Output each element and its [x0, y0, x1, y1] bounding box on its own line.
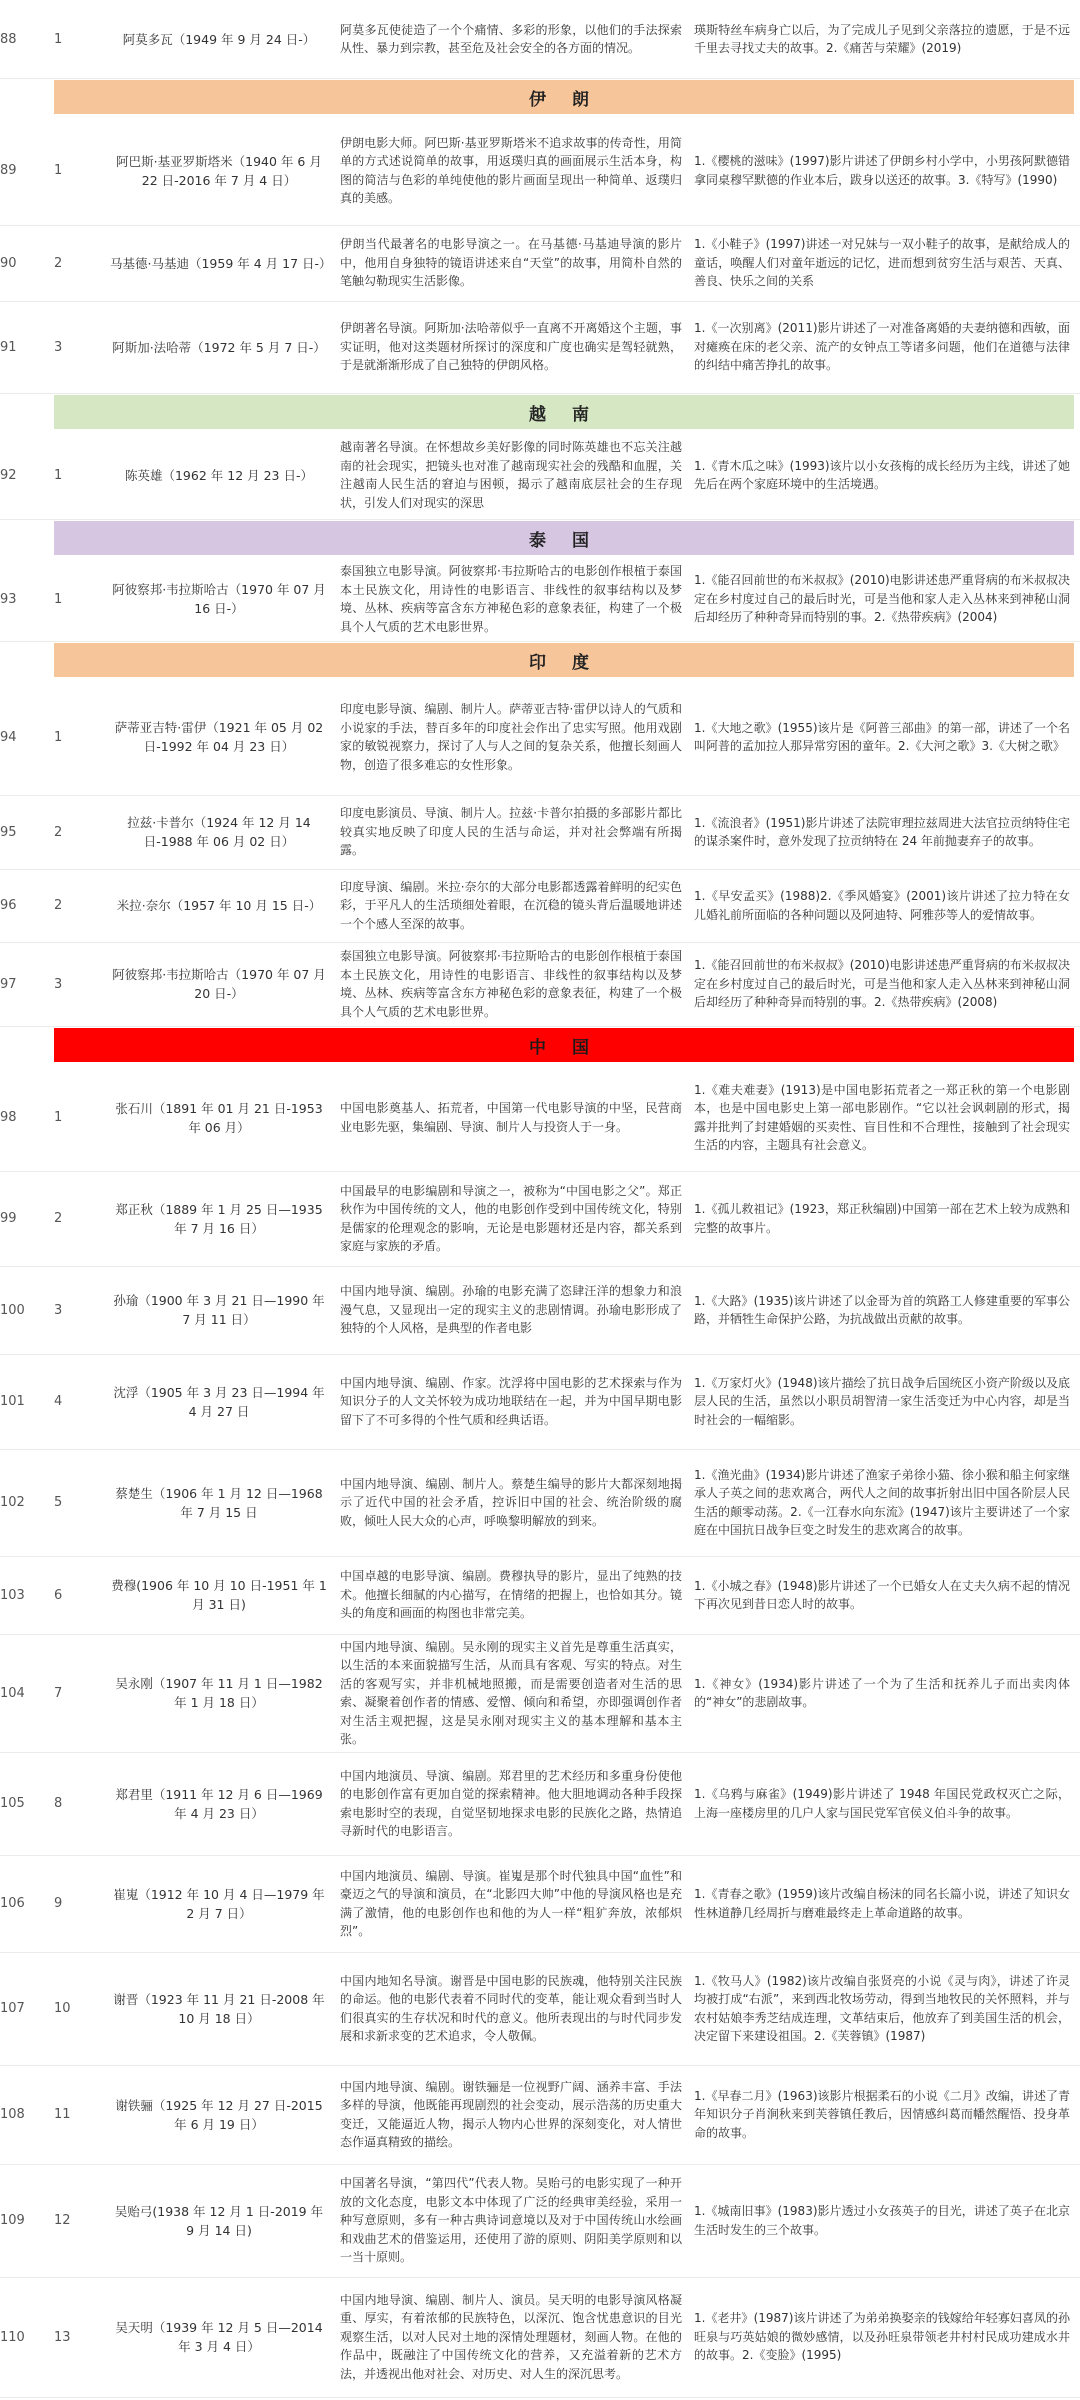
director-description: 中国最早的电影编剧和导演之一，被称为“中国电影之父”。郑正秋作为中国传统的文人，他的电影创作受到中国传统文化，特别是儒家的伦理观念的影响，无论是电影题材还是内容，都关系到家庭与家族的矛盾。: [340, 1183, 682, 1253]
table-row: [0, 679, 1080, 796]
director-name: 吴天明（1939 年 12 月 5 日—2014 年 3 月 4 日）: [115, 2320, 323, 2354]
director-name-cell: [100, 942, 338, 1026]
director-name: 阿彼察邦·韦拉斯哈古（1970 年 07 月 20 日-）: [112, 967, 326, 1001]
director-name-cell: [100, 2164, 338, 2277]
director-description-cell: [338, 1855, 690, 1952]
representative-works: 1.《神女》(1934)影片讲述了一个为了生活和抚养儿子而出卖肉体的“神女”的悲剧故事。: [694, 1676, 1070, 1709]
representative-works: 1.《青春之歌》(1959)该片改编自杨沫的同名长篇小说，讲述了知识女性林道静几经周折与磨难最终走上革命道路的故事。: [694, 1887, 1070, 1920]
section-header-thailand: 泰 国: [54, 521, 1074, 555]
director-description-cell: [338, 2277, 690, 2397]
director-name-cell: [100, 1266, 338, 1354]
director-description-cell: [338, 557, 690, 641]
director-name-cell: [100, 1752, 338, 1855]
row-index-cell: [0, 431, 54, 519]
director-name-cell: [100, 431, 338, 519]
row-number-cell: [54, 2277, 100, 2397]
table-row: [0, 869, 1080, 943]
representative-works: 1.《小鞋子》(1997)讲述一对兄妹与一双小鞋子的故事，是献给成人的童话，唤醒人们对童年逝远的记忆，进而想到贫穷生活与艰苦、天真、善良、快乐之间的关系: [694, 237, 1070, 289]
row-number: 1: [54, 591, 63, 607]
row-number-cell: [54, 942, 100, 1026]
row-number: 2: [54, 898, 63, 913]
director-description-cell: [338, 869, 690, 942]
director-description: 中国著名导演，“第四代”代表人物。吴贻弓的电影实现了一种开放的文化态度，电影文本中体现了广泛的经典审美经验，采用一种写意原则，多有一种古典诗词意境以及对于中国传统山水绘画和戏曲艺术的借鉴运用，还使用了游的原则、阴阳美学原则和以一当十原则。: [340, 2176, 682, 2265]
director-description: 中国内地导演、编剧、制片人、演员。吴天明的电影导演风格凝重、厚实，有着浓郁的民族特色，以深沉、饱含忧患意识的目光观察生活，以对人民对土地的深情处理题材，刻画人物。在他的作品中，既融注了中国传统文化的营养，又充溢着新的艺术方法，并透视出他对社会、对历史、对人生的深沉思考。: [340, 2292, 682, 2381]
director-description-cell: [338, 1752, 690, 1855]
table-row: [0, 2277, 1080, 2398]
director-description: 中国卓越的电影导演、编剧。费穆执导的影片，显出了纯熟的技术。他擅长细腻的内心描写，在情绪的把握上，也恰如其分。镜头的角度和画面的构图也非常完美。: [340, 1569, 682, 1621]
representative-works-cell: [690, 557, 1074, 641]
director-name: 阿彼察邦·韦拉斯哈古（1970 年 07 月 16 日-）: [112, 582, 326, 616]
representative-works-cell: [690, 2065, 1074, 2164]
table-row: [0, 2065, 1080, 2165]
representative-works-cell: [690, 795, 1074, 869]
representative-works: 1.《老井》(1987)该片讲述了为弟弟换娶亲的钱嫁给年轻寡妇喜凤的孙旺泉与巧英姑娘的微妙感情，以及孙旺泉带领老井村村民成功建成水井的故事。2.《变脸》(1995): [694, 2311, 1070, 2363]
representative-works: 1.《乌鸦与麻雀》(1949)影片讲述了 1948 年国民党政权灭亡之际，上海一座楼房里的几户人家与国民党军官侯义伯斗争的故事。: [694, 1787, 1070, 1820]
director-description-cell: [338, 225, 690, 301]
row-index: 98: [0, 1110, 17, 1125]
director-description-cell: [338, 2164, 690, 2277]
table-row: [0, 2164, 1080, 2278]
representative-works-cell: [690, 301, 1074, 393]
row-index: 88: [0, 31, 17, 47]
row-index-cell: [0, 1064, 54, 1171]
row-index-cell: [0, 1266, 54, 1354]
row-index-cell: [0, 1952, 54, 2065]
director-description-cell: [338, 1354, 690, 1449]
row-number: 1: [54, 31, 63, 47]
director-description-cell: [338, 1952, 690, 2065]
row-index-cell: [0, 1855, 54, 1952]
row-number: 10: [54, 2001, 71, 2016]
representative-works: 1.《青木瓜之味》(1993)该片以小女孩梅的成长经历为主线，讲述了她先后在两个家庭环境中的生活境遇。: [694, 458, 1070, 491]
row-number-cell: [54, 431, 100, 519]
row-index: 110: [0, 2329, 25, 2345]
director-name: 费穆(1906 年 10 月 10 日-1951 年 1 月 31 日): [111, 1578, 327, 1612]
director-description: 伊朗著名导演。阿斯加·法哈蒂似乎一直离不开离婚这个主题，事实证明，他对这类题材所探讨的深度和广度也确实是驾轻就熟，于是就渐渐形成了自己独特的伊朗风格。: [340, 321, 682, 373]
director-description-cell: [338, 679, 690, 795]
director-name-cell: [100, 795, 338, 869]
representative-works-cell: [690, 1171, 1074, 1266]
row-index-cell: [0, 557, 54, 641]
director-description-cell: [338, 2065, 690, 2164]
row-number: 2: [54, 1211, 63, 1226]
director-name: 拉兹·卡普尔（1924 年 12 月 14 日-1988 年 06 月 02 日）: [127, 815, 311, 849]
director-description: 中国内地演员、导演、编剧。郑君里的艺术经历和多重身份使他的电影创作富有更加自觉的探索精神。他大胆地调动各种手段探索电影时空的表现，自觉坚韧地探求电影的民族化之路，热情追寻新时代的电影语言。: [340, 1768, 682, 1838]
director-name: 马基德·马基迪（1959 年 4 月 17 日-）: [110, 255, 332, 271]
row-index-cell: [0, 0, 54, 78]
section-header-china: 中 国: [54, 1028, 1074, 1062]
director-description: 中国内地导演、编剧、制片人。蔡楚生编导的影片大都深刻地揭示了近代中国的社会矛盾，控诉旧中国的社会、统治阶级的腐败，倾吐人民大众的心声，呼唤黎明解放的到来。: [340, 1476, 682, 1528]
director-name-cell: [100, 1449, 338, 1556]
row-number-cell: [54, 225, 100, 301]
director-description-cell: [338, 1171, 690, 1266]
table-row: [0, 0, 1080, 79]
row-number: 3: [54, 1302, 63, 1318]
representative-works: 瑛斯特丝车病身亡以后，为了完成儿子见到父亲落拉的遗愿，于是不远千里去寻找丈夫的故事。2.《痛苦与荣耀》(2019): [694, 22, 1070, 55]
row-number-cell: [54, 1449, 100, 1556]
row-number-cell: [54, 116, 100, 225]
row-index: 105: [0, 1796, 25, 1811]
table-row: [0, 1752, 1080, 1856]
row-number-cell: [54, 1266, 100, 1354]
row-index: 106: [0, 1896, 25, 1911]
row-number-cell: [54, 1855, 100, 1952]
section-header-india: 印 度: [54, 643, 1074, 677]
director-description: 中国内地导演、编剧、作家。沈浮将中国电影的艺术探索与作为知识分子的人文关怀较为成功地联结在一起，并为中国早期电影留下了不可多得的个性气质和经典话语。: [340, 1375, 682, 1427]
director-description-cell: [338, 1266, 690, 1354]
director-name: 崔嵬（1912 年 10 月 4 日—1979 年 2 月 7 日）: [113, 1886, 325, 1921]
representative-works: 1.《小城之春》(1948)影片讲述了一个已婚女人在丈夫久病不起的情况下再次见到昔日恋人时的故事。: [694, 1578, 1070, 1611]
table-row: [0, 1556, 1080, 1635]
director-name-cell: [100, 869, 338, 942]
representative-works-cell: [690, 1556, 1074, 1634]
director-description: 印度电影演员、导演、制片人。拉兹·卡普尔拍摄的多部影片都比较真实地反映了印度人民的生活与命运，并对社会弊端有所揭露。: [340, 806, 682, 858]
representative-works-cell: [690, 1354, 1074, 1449]
row-index: 92: [0, 467, 17, 483]
director-name-cell: [100, 1171, 338, 1266]
row-index-cell: [0, 1556, 54, 1634]
director-description-cell: [338, 1634, 690, 1752]
director-description: 中国内地演员、编剧、导演。崔嵬是那个时代独具中国“血性”和豪迈之气的导演和演员，在“北影四大帅”中他的导演风格也是充满了激情，他的电影创作也和他的为人一样“粗犷奔放，浓郁炽烈”。: [340, 1868, 682, 1938]
table-row: [0, 1634, 1080, 1753]
director-name-cell: [100, 2277, 338, 2397]
table-row: [0, 795, 1080, 870]
row-index: 109: [0, 2213, 25, 2228]
director-name-cell: [100, 0, 338, 78]
row-number-cell: [54, 0, 100, 78]
row-number: 2: [54, 824, 63, 840]
row-index: 94: [0, 729, 17, 745]
representative-works-cell: [690, 1449, 1074, 1556]
row-index-cell: [0, 942, 54, 1026]
table-row: [0, 1354, 1080, 1450]
director-name: 阿斯加·法哈蒂（1972 年 5 月 7 日-）: [112, 339, 326, 355]
row-index: 97: [0, 976, 17, 992]
director-description-cell: [338, 795, 690, 869]
row-number: 2: [54, 255, 63, 271]
row-number-cell: [54, 1752, 100, 1855]
representative-works: 1.《难夫难妻》(1913)是中国电影拓荒者之一郑正秋的第一个电影剧本，也是中国电影史上第一部电影剧作。“它以社会讽刺剧的形式，揭露并批判了封建婚姻的买卖性、盲目性和不合理性，接触到了社会现实生活的内容，主题具有社会意义。: [694, 1082, 1070, 1152]
table-row: [0, 1952, 1080, 2066]
representative-works: 1.《大路》(1935)该片讲述了以金哥为首的筑路工人修建重要的军事公路，并牺牲生命保护公路，为抗战做出贡献的故事。: [694, 1293, 1070, 1326]
row-index: 95: [0, 824, 17, 840]
row-number-cell: [54, 557, 100, 641]
director-name-cell: [100, 1064, 338, 1171]
row-number: 1: [54, 163, 63, 178]
representative-works-cell: [690, 1266, 1074, 1354]
row-number: 8: [54, 1796, 63, 1811]
director-name: 萨蒂亚吉特·雷伊（1921 年 05 月 02 日-1992 年 04 月 23 日）: [114, 720, 324, 754]
representative-works: 1.《一次别离》(2011)影片讲述了一对准备离婚的夫妻纳德和西敏，面对瘫痪在床的老父亲、流产的女钟点工等诸多问题，他们在道德与法律的纠结中痛苦挣扎的故事。: [694, 321, 1070, 373]
director-name-cell: [100, 1952, 338, 2065]
representative-works-cell: [690, 869, 1074, 942]
representative-works-cell: [690, 431, 1074, 519]
row-index-cell: [0, 1171, 54, 1266]
table-row: [0, 1064, 1080, 1172]
director-description: 中国内地知名导演。谢晋是中国电影的民族魂，他特别关注民族的命运。他的电影代表着不同时代的变革，能让观众看到当时人们很真实的生存状况和时代的意义。他所表现出的与时代同步发展和求新求变的艺术追求，令人敬佩。: [340, 1973, 682, 2043]
director-description-cell: [338, 1556, 690, 1634]
representative-works: 1.《孤儿救祖记》(1923，郑正秋编剧)中国第一部在艺术上较为成熟和完整的故事片。: [694, 1202, 1070, 1235]
director-name: 郑正秋（1889 年 1 月 25 日—1935 年 7 月 16 日）: [115, 1201, 323, 1236]
representative-works: 1.《流浪者》(1951)影片讲述了法院审理拉兹周进大法官拉贡纳特住宅的谋杀案件时，意外发现了拉贡纳特在 24 年前抛妻弃子的故事。: [694, 815, 1070, 848]
director-name: 吴贻弓(1938 年 12 月 1 日-2019 年 9 月 14 日): [114, 2203, 324, 2238]
row-number-cell: [54, 1556, 100, 1634]
representative-works-cell: [690, 0, 1074, 78]
table-row: [0, 557, 1080, 642]
director-description-cell: [338, 301, 690, 393]
director-name: 谢晋（1923 年 11 月 21 日-2008 年 10 月 18 日）: [113, 1991, 325, 2026]
director-description: 中国内地导演、编剧。吴永刚的现实主义首先是尊重生活真实，以生活的本来面貌描写生活，从而具有客观、写实的特点。对生活的客观写实，并非机械地照搬，而是需要创造者对生活的思索、凝聚着创作者的情感、爱憎、倾向和希望，亦即强调创作者对生活主观把握，这是吴永刚对现实主义的基本理解和基本主张。: [340, 1639, 682, 1746]
row-number: 1: [54, 729, 63, 745]
director-description: 中国电影奠基人、拓荒者，中国第一代电影导演的中坚，民营商业电影先驱，集编剧、导演、制片人与投资人于一身。: [340, 1101, 682, 1134]
director-name-cell: [100, 1556, 338, 1634]
row-number-cell: [54, 869, 100, 942]
row-index-cell: [0, 2277, 54, 2397]
representative-works: 1.《牧马人》(1982)该片改编自张贤亮的小说《灵与肉》，讲述了许灵均被打成“右派”，来到西北牧场劳动，得到当地牧民的关怀照料，并与农村姑娘李秀芝结成连理，文革结束后，他放弃了到美国生活的机会，决定留下来建设祖国。2.《芙蓉镇》(1987): [694, 1973, 1070, 2043]
representative-works: 1.《早安孟买》(1988)2.《季风婚宴》(2001)该片讲述了拉力特在女儿婚礼前所面临的各种问题以及阿迪特、阿雅莎等人的爱情故事。: [694, 889, 1070, 922]
row-number-cell: [54, 2164, 100, 2277]
row-index-cell: [0, 1752, 54, 1855]
representative-works: 1.《早春二月》(1963)该影片根据柔石的小说《二月》改编，讲述了青年知识分子肖涧秋来到芙蓉镇任教后，因情感纠葛而幡然醒悟、投身革命的故事。: [694, 2088, 1070, 2140]
representative-works-cell: [690, 1855, 1074, 1952]
representative-works: 1.《城南旧事》(1983)影片透过小女孩英子的目光，讲述了英子在北京生活时发生的三个故事。: [694, 2204, 1070, 2237]
director-name: 阿巴斯·基亚罗斯塔米（1940 年 6 月 22 日-2016 年 7 月 4 日）: [116, 153, 322, 188]
representative-works: 1.《万家灯火》(1948)该片描绘了抗日战争后国统区小资产阶级以及底层人民的生活，虽然以小职员胡智清一家生活变迁为中心内容，却是当时社会的一幅缩影。: [694, 1375, 1070, 1427]
director-description-cell: [338, 116, 690, 225]
representative-works-cell: [690, 1064, 1074, 1171]
row-number: 7: [54, 1685, 63, 1701]
director-description-cell: [338, 0, 690, 78]
director-name: 沈浮（1905 年 3 月 23 日—1994 年 4 月 27 日: [113, 1384, 325, 1419]
director-description: 越南著名导演。在怀想故乡美好影像的同时陈英雄也不忘关注越南的社会现实，把镜头也对准了越南现实社会的残酷和血腥，关注越南人民生活的窘迫与困顿，揭示了越南底层社会的生存现状，引发人们对现实的深思: [340, 440, 682, 510]
representative-works-cell: [690, 225, 1074, 301]
row-index-cell: [0, 795, 54, 869]
row-number: 3: [54, 339, 63, 355]
row-index: 108: [0, 2107, 25, 2122]
representative-works-cell: [690, 1752, 1074, 1855]
row-index: 90: [0, 255, 17, 271]
director-name-cell: [100, 2065, 338, 2164]
director-description: 印度电影导演、编剧、制片人。萨蒂亚吉特·雷伊以诗人的气质和小说家的手法，替百多年的印度社会作出了忠实写照。他用戏剧家的敏锐视察力，探讨了人与人之间的复杂关系，他擅长刻画人物，创造了很多难忘的女性形象。: [340, 702, 682, 772]
row-number-cell: [54, 795, 100, 869]
row-number: 1: [54, 1110, 63, 1125]
director-name: 谢铁骊（1925 年 12 月 27 日-2015 年 6 月 19 日）: [115, 2097, 323, 2132]
row-index: 100: [0, 1302, 25, 1318]
director-description-cell: [338, 942, 690, 1026]
director-name-cell: [100, 1634, 338, 1752]
row-number-cell: [54, 301, 100, 393]
row-index: 91: [0, 339, 17, 355]
row-index-cell: [0, 116, 54, 225]
row-number-cell: [54, 1171, 100, 1266]
row-index-cell: [0, 2065, 54, 2164]
director-name: 陈英雄（1962 年 12 月 23 日-）: [124, 467, 313, 483]
row-number: 6: [54, 1587, 63, 1603]
director-description-cell: [338, 1449, 690, 1556]
row-index-cell: [0, 301, 54, 393]
table-row: [0, 1449, 1080, 1557]
row-number-cell: [54, 1952, 100, 2065]
representative-works-cell: [690, 679, 1074, 795]
row-index: 99: [0, 1211, 17, 1226]
director-name-cell: [100, 225, 338, 301]
director-description-cell: [338, 431, 690, 519]
table-row: [0, 225, 1080, 302]
row-index-cell: [0, 1354, 54, 1449]
director-name: 郑君里（1911 年 12 月 6 日—1969 年 4 月 23 日）: [115, 1786, 323, 1821]
representative-works: 1.《能召回前世的布米叔叔》(2010)电影讲述患严重肾病的布米叔叔决定在乡村度过自己的最后时光，可是当他和家人走入丛林来到神秘山洞后却经历了种种奇异而特别的事。2.《热带疾病》(2008): [694, 958, 1070, 1010]
row-number-cell: [54, 1354, 100, 1449]
row-index-cell: [0, 2164, 54, 2277]
director-name-cell: [100, 1354, 338, 1449]
director-description: 中国内地导演、编剧。孙瑜的电影充满了恣肆汪洋的想象力和浪漫气息，又显现出一定的现实主义的悲剧情调。孙瑜电影形成了独特的个人风格，是典型的作者电影: [340, 1284, 682, 1336]
table-row: [0, 1171, 1080, 1267]
director-description: 伊朗当代最著名的电影导演之一。在马基德·马基迪导演的影片中，他用自身独特的镜语讲述来自“天堂”的故事，用简朴自然的笔触勾勒现实生活影像。: [340, 237, 682, 289]
representative-works-cell: [690, 1634, 1074, 1752]
section-header-iran: 伊 朗: [54, 80, 1074, 114]
row-index: 103: [0, 1587, 25, 1603]
table-row: [0, 1266, 1080, 1355]
table-row: [0, 301, 1080, 394]
row-index: 89: [0, 163, 17, 178]
representative-works-cell: [690, 2164, 1074, 2277]
table-row: [0, 1855, 1080, 1953]
representative-works: 1.《樱桃的滋味》(1997)影片讲述了伊朗乡村小学中，小男孩阿默德错拿同桌穆罕默德的作业本后，跋身以送还的故事。3.《特写》(1990): [694, 154, 1070, 187]
row-index-cell: [0, 679, 54, 795]
row-number: 13: [54, 2329, 71, 2345]
row-index: 93: [0, 591, 17, 607]
row-number: 4: [54, 1394, 63, 1409]
row-number: 3: [54, 976, 63, 992]
representative-works-cell: [690, 942, 1074, 1026]
representative-works: 1.《能召回前世的布米叔叔》(2010)电影讲述患严重肾病的布米叔叔决定在乡村度过自己的最后时光，可是当他和家人走入丛林来到神秘山洞后却经历了种种奇异而特别的事。2.《热带疾病》(2004): [694, 573, 1070, 625]
row-number: 11: [54, 2107, 71, 2122]
table-row: [0, 116, 1080, 226]
table-row: [0, 942, 1080, 1027]
row-index: 104: [0, 1685, 25, 1701]
representative-works: 1.《渔光曲》(1934)影片讲述了渔家子弟徐小猫、徐小猴和船主何家继承人子英之间的悲欢离合，两代人之间的故事折射出旧中国各阶层人民生活的颠零动荡。2.《一江春水向东流》(1947)该片主要讲述了一个家庭在中国抗日战争巨变之时发生的悲欢离合的故事。: [694, 1467, 1070, 1537]
director-description: 中国内地导演、编剧。谢铁骊是一位视野广阔、涵养丰富、手法多样的导演，他既能再现剧烈的社会变动，展示浩荡的历史重大变迁，又能逼近人物，揭示人物内心世界的深刻变化，对人情世态作逼真精致的描绘。: [340, 2079, 682, 2149]
row-index: 102: [0, 1495, 25, 1510]
row-number: 12: [54, 2213, 71, 2228]
director-name-cell: [100, 557, 338, 641]
row-index-cell: [0, 1449, 54, 1556]
director-name: 孙瑜（1900 年 3 月 21 日—1990 年 7 月 11 日）: [113, 1293, 325, 1327]
row-index: 101: [0, 1394, 25, 1409]
row-number-cell: [54, 2065, 100, 2164]
row-number-cell: [54, 1064, 100, 1171]
director-description: 泰国独立电影导演。阿彼察邦·韦拉斯哈古的电影创作根植于泰国本土民族文化，用诗性的电影语言、非线性的叙事结构以及梦境、丛林、疾病等富含东方神秘色彩的意象表征，构建了一个极具个人气质的艺术电影世界。: [340, 564, 682, 634]
representative-works-cell: [690, 1952, 1074, 2065]
director-name-cell: [100, 301, 338, 393]
director-name: 米拉·奈尔（1957 年 10 月 15 日-）: [116, 898, 322, 913]
director-name: 吴永刚（1907 年 11 月 1 日—1982 年 1 月 18 日）: [115, 1676, 323, 1710]
director-name: 蔡楚生（1906 年 1 月 12 日—1968 年 7 月 15 日: [115, 1485, 323, 1520]
row-number: 9: [54, 1896, 63, 1911]
row-index: 107: [0, 2001, 25, 2016]
table-row: [0, 431, 1080, 520]
representative-works-cell: [690, 116, 1074, 225]
row-index-cell: [0, 225, 54, 301]
representative-works: 1.《大地之歌》(1955)该片是《阿普三部曲》的第一部，讲述了一个名叫阿普的孟加拉人那异常穷困的童年。2.《大河之歌》3.《大树之歌》: [694, 720, 1070, 753]
representative-works-cell: [690, 2277, 1074, 2397]
row-index: 96: [0, 898, 17, 913]
row-index-cell: [0, 869, 54, 942]
row-index-cell: [0, 1634, 54, 1752]
director-name-cell: [100, 1855, 338, 1952]
row-number: 1: [54, 467, 63, 483]
director-description: 印度导演、编剧。米拉·奈尔的大部分电影都透露着鲜明的纪实色彩，于平凡人的生活琐细处着眼，在沉稳的镜头背后温暖地讲述一个个感人至深的故事。: [340, 879, 682, 931]
director-name-cell: [100, 116, 338, 225]
director-description: 阿莫多瓦使徒造了一个个痛情、多彩的形象，以他们的手法探索从性、暴力到宗教，甚至危及社会安全的各方面的情况。: [340, 22, 682, 55]
director-name: 阿莫多瓦（1949 年 9 月 24 日-）: [122, 31, 316, 47]
director-name: 张石川（1891 年 01 月 21 日-1953 年 06 月）: [115, 1100, 323, 1135]
row-number-cell: [54, 1634, 100, 1752]
director-description: 泰国独立电影导演。阿彼察邦·韦拉斯哈古的电影创作根植于泰国本土民族文化，用诗性的电影语言、非线性的叙事结构以及梦境、丛林、疾病等富含东方神秘色彩的意象表征，构建了一个极具个人气质的艺术电影世界。: [340, 949, 682, 1019]
director-description: 伊朗电影大师。阿巴斯·基亚罗斯塔米不追求故事的传奇性，用简单的方式述说简单的故事，用返璞归真的画面展示生活本身，构图的简洁与色彩的单纯使他的影片画面呈现出一种简单、返璞归真的美感。: [340, 135, 682, 205]
section-header-vietnam: 越 南: [54, 395, 1074, 429]
row-number-cell: [54, 679, 100, 795]
director-description-cell: [338, 1064, 690, 1171]
director-name-cell: [100, 679, 338, 795]
row-number: 5: [54, 1495, 63, 1510]
